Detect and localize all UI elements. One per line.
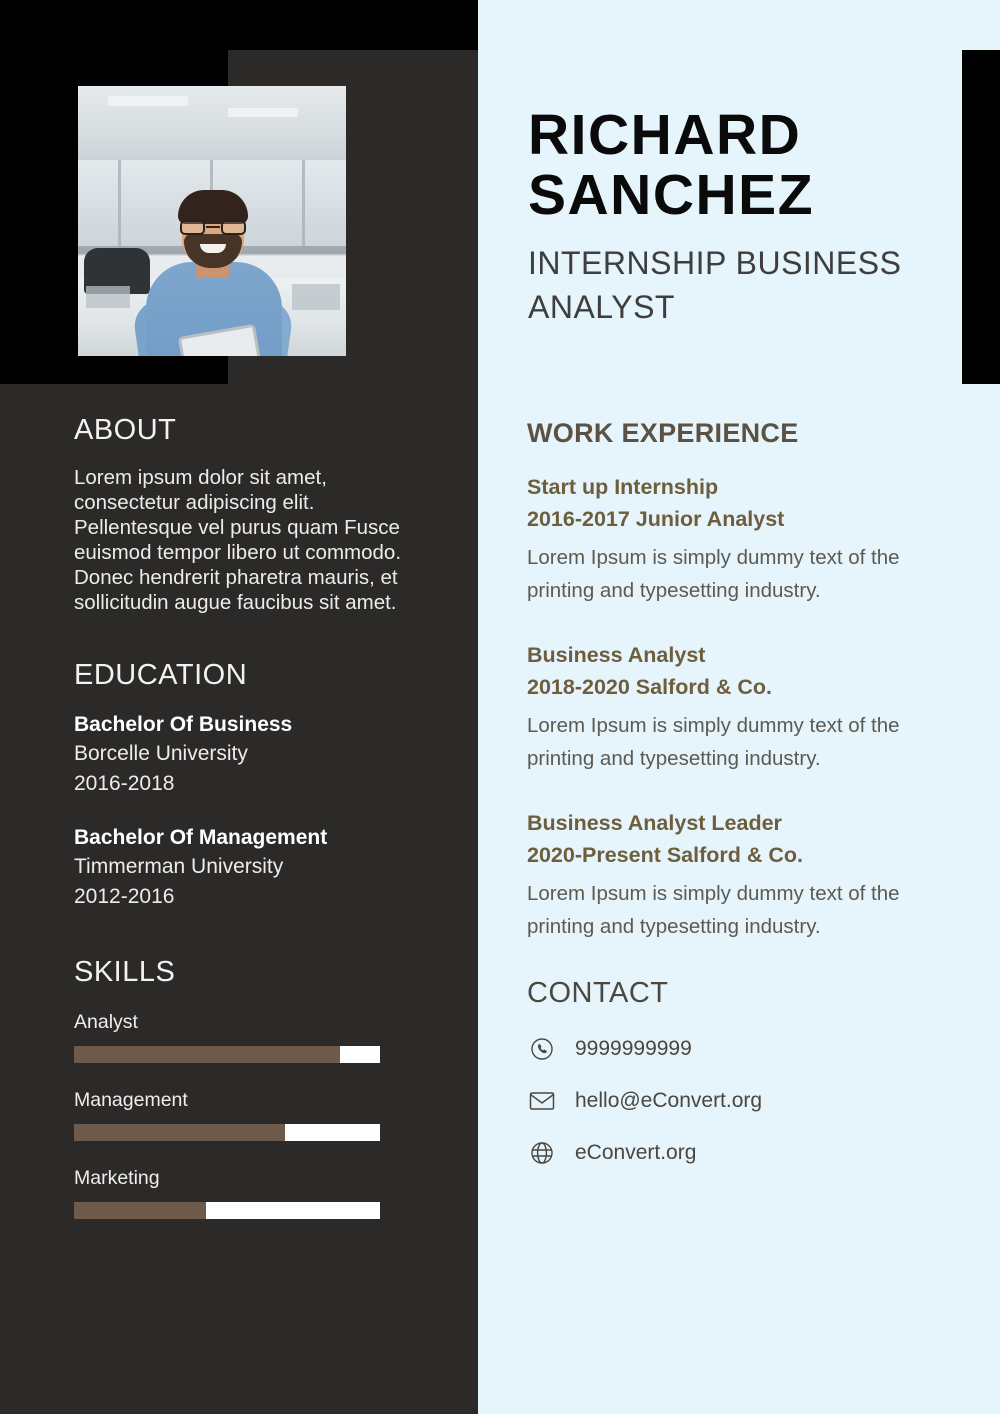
photo-window-mullion (118, 160, 121, 246)
contact-item-email[interactable] (527, 1086, 967, 1116)
skill-label: Marketing (74, 1167, 160, 1189)
job-description: Lorem Ipsum is simply dummy text of the printing and typesetting industry. (527, 882, 900, 938)
work-experience-item (527, 471, 967, 607)
contact-section-title: CONTACT (527, 977, 669, 1009)
globe-icon (527, 1138, 557, 1168)
photo-person-hair (178, 190, 248, 224)
education-school: Timmerman University (74, 855, 284, 878)
left-top-band (0, 0, 478, 50)
contact-website-value: eConvert.org (575, 1141, 697, 1164)
skill-bar (74, 1202, 380, 1219)
last-name: SANCHEZ (528, 163, 815, 227)
left-content (74, 414, 424, 1245)
job-title-line-2: 2018-2020 Salford & Co. (527, 675, 772, 699)
education-item (74, 710, 424, 799)
education-degree: Bachelor Of Business (74, 713, 293, 736)
skill-item (74, 1011, 424, 1063)
skill-label: Analyst (74, 1011, 138, 1033)
job-title-line-2: 2020-Present Salford & Co. (527, 843, 804, 867)
profile-photo (78, 86, 346, 356)
photo-window-mullion (302, 160, 305, 246)
skill-bar-fill (74, 1202, 206, 1219)
right-accent-block (962, 50, 1000, 384)
skills-list (74, 1011, 424, 1219)
work-experience-item (527, 639, 967, 775)
about-section-title: ABOUT (74, 414, 177, 446)
left-sidebar (0, 0, 478, 1414)
role-line-2: ANALYST (528, 289, 675, 325)
contact-email-value: hello@eConvert.org (575, 1089, 763, 1112)
skill-bar-fill (74, 1124, 285, 1141)
contact-item-website[interactable] (527, 1138, 967, 1168)
phone-icon (527, 1034, 557, 1064)
glasses-lens (180, 220, 205, 235)
education-degree: Bachelor Of Management (74, 826, 328, 849)
skill-label: Management (74, 1089, 188, 1111)
photo-desk-item (292, 284, 340, 310)
job-title-line-1: Business Analyst Leader (527, 811, 782, 835)
skill-item (74, 1167, 424, 1219)
photo-ceiling-panel (228, 108, 298, 117)
work-experience-title: WORK EXPERIENCE (527, 418, 799, 448)
photo-desk-item (86, 286, 130, 308)
about-text: Lorem ipsum dolor sit amet, consectetur adipiscing elit. Pellentesque vel purus quam Fusce euismod tempor libero ut commodo. Donec hendrerit pharetra mauris, et sollicitudin augue faucibus sit amet. (74, 466, 402, 614)
first-name: RICHARD (528, 103, 802, 167)
work-experience-item (527, 807, 967, 943)
glasses-lens (221, 220, 246, 235)
job-description: Lorem Ipsum is simply dummy text of the printing and typesetting industry. (527, 546, 900, 602)
skill-bar-fill (74, 1046, 340, 1063)
education-school: Borcelle University (74, 742, 248, 765)
contact-phone-value: 9999999999 (575, 1037, 692, 1060)
job-description: Lorem Ipsum is simply dummy text of the printing and typesetting industry. (527, 714, 900, 770)
education-list (74, 710, 424, 912)
education-item (74, 823, 424, 912)
glasses-bridge (206, 226, 220, 228)
skill-bar (74, 1046, 380, 1063)
skill-bar (74, 1124, 380, 1141)
glasses-icon (179, 220, 247, 235)
role-line-1: INTERNSHIP BUSINESS (528, 245, 902, 281)
right-content (527, 418, 967, 1190)
skill-item (74, 1089, 424, 1141)
job-title-line-1: Business Analyst (527, 643, 706, 667)
education-years: 2016-2018 (74, 772, 175, 795)
job-title-line-2: 2016-2017 Junior Analyst (527, 507, 785, 531)
envelope-icon (527, 1086, 557, 1116)
education-years: 2012-2016 (74, 885, 175, 908)
contact-item-phone[interactable] (527, 1034, 967, 1064)
photo-ceiling-panel (108, 96, 188, 106)
skills-section-title: SKILLS (74, 956, 176, 988)
education-section-title: EDUCATION (74, 659, 248, 691)
name-block (528, 105, 958, 329)
job-title-line-1: Start up Internship (527, 475, 719, 499)
